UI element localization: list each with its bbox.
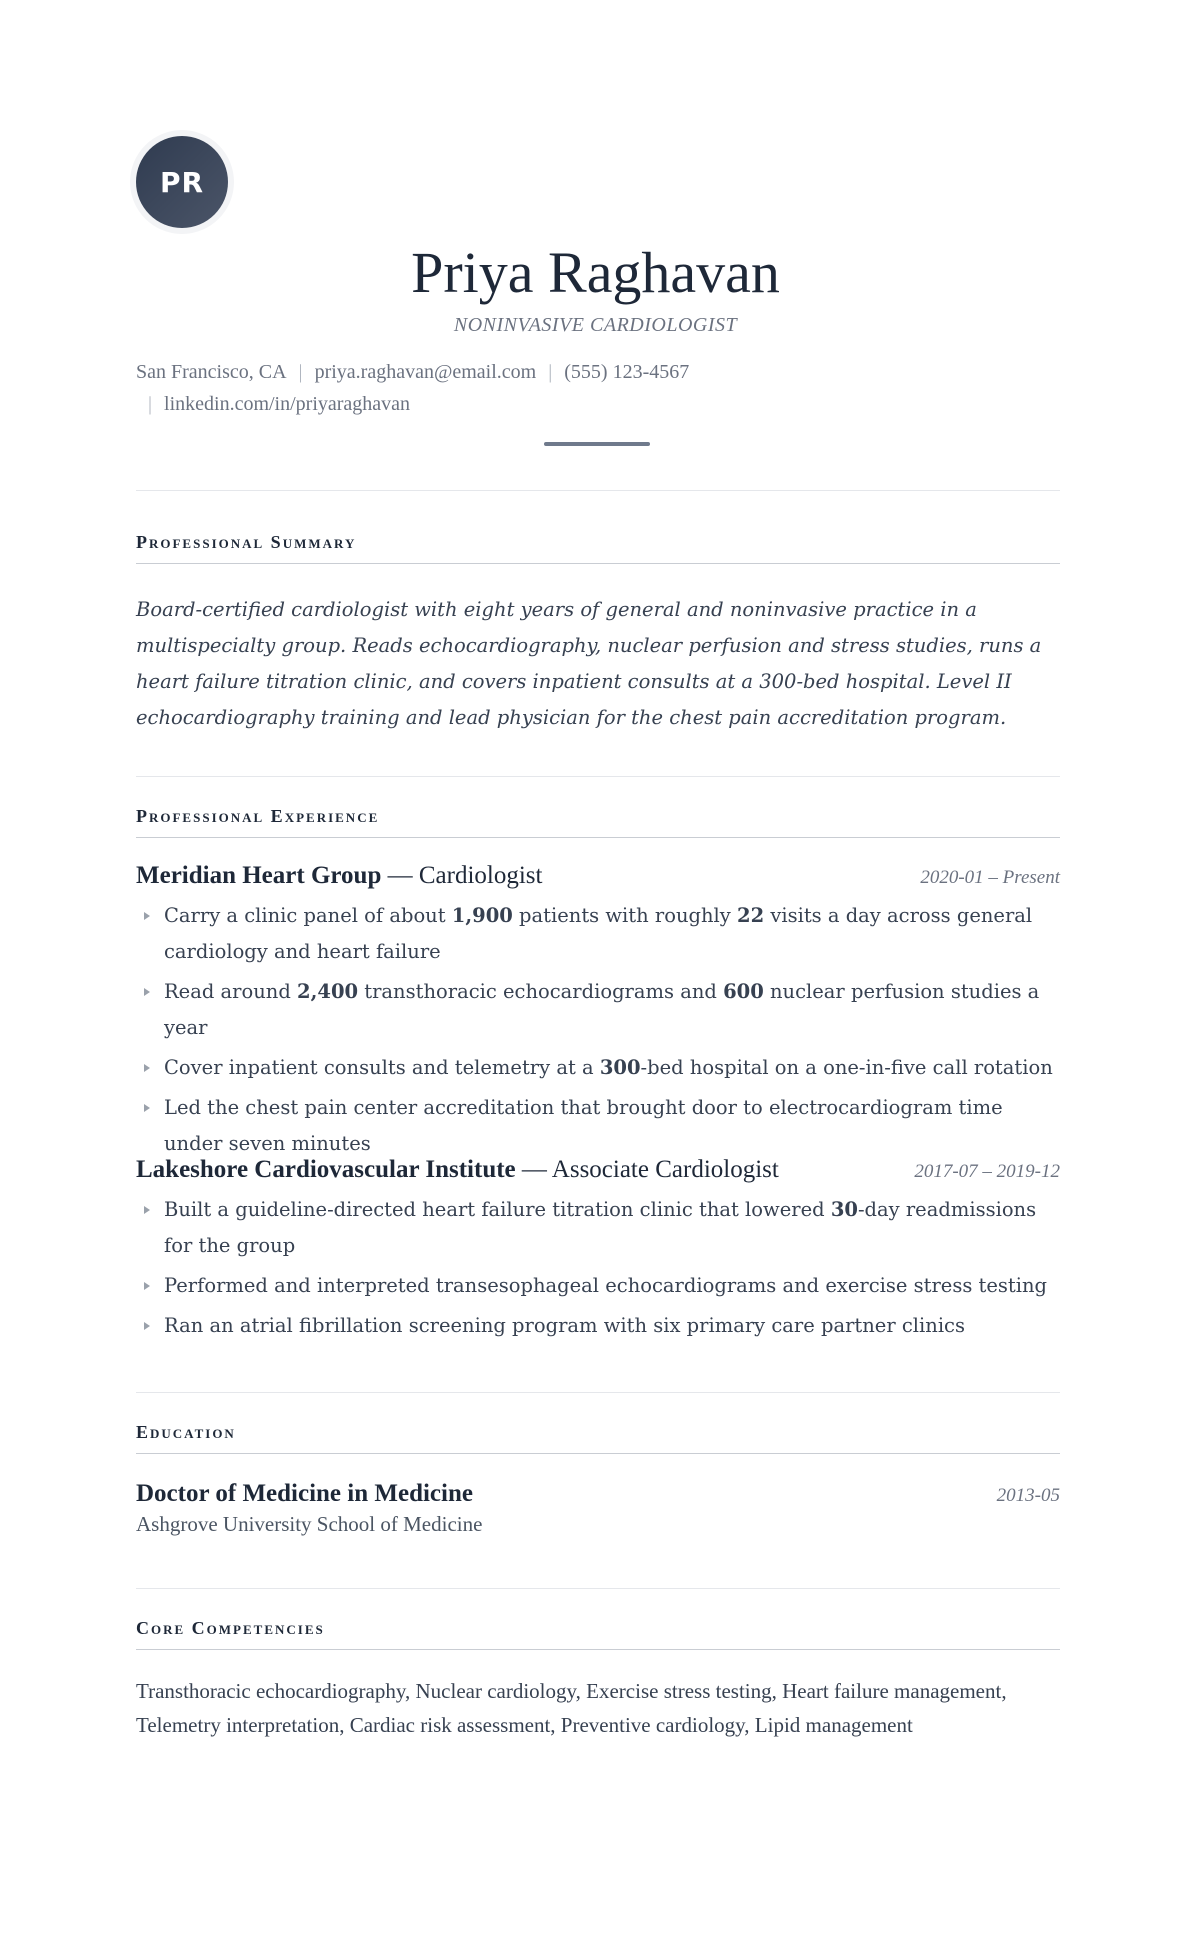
section-divider bbox=[136, 776, 1060, 777]
bullet-text: Read around bbox=[164, 980, 298, 1003]
bullet-triangle-icon bbox=[144, 1322, 150, 1330]
job-org: Meridian Heart Group bbox=[136, 862, 382, 889]
contact-phone[interactable]: (555) 123-4567 bbox=[564, 361, 690, 383]
bullet-metric: 1,900 bbox=[451, 904, 513, 927]
job-entry bbox=[136, 1156, 1060, 1348]
job-entry bbox=[136, 862, 1060, 1166]
competencies-heading: Core Competencies bbox=[136, 1618, 1060, 1650]
job-role: Associate Cardiologist bbox=[551, 1156, 779, 1183]
bullet-text: Ran an atrial fibrillation screening program with six primary care partner clinics bbox=[164, 1314, 965, 1337]
bullet-text: -bed hospital on a one-in-five call rotation bbox=[640, 1056, 1053, 1079]
bullet-triangle-icon bbox=[144, 912, 150, 920]
bullet-text: Led the chest pain center accreditation that brought door to electrocardiogram time under seven minutes bbox=[164, 1096, 1003, 1155]
bullet-text: -day readmissions for the group bbox=[164, 1198, 1037, 1257]
job-bullet bbox=[136, 1050, 1060, 1086]
job-dates: 2020-01 – Present bbox=[920, 867, 1060, 888]
bullet-metric: 22 bbox=[737, 904, 765, 927]
avatar-initials: PR bbox=[159, 165, 205, 199]
contact-separator: | bbox=[298, 361, 303, 383]
contact-email[interactable]: priya.raghavan@email.com bbox=[314, 361, 537, 383]
bullet-triangle-icon bbox=[144, 1206, 150, 1214]
bullet-text: nuclear perfusion studies a year bbox=[164, 980, 1040, 1039]
contact-linkedin[interactable]: linkedin.com/in/priyaraghavan bbox=[164, 393, 411, 415]
bullet-text: visits a day across general cardiology and heart failure bbox=[164, 904, 1033, 963]
bullet-metric: 600 bbox=[723, 980, 764, 1003]
job-title: Lakeshore Cardiovascular Institute — Associate Cardiologist bbox=[136, 1156, 779, 1183]
job-org: Lakeshore Cardiovascular Institute bbox=[136, 1156, 516, 1183]
bullet-triangle-icon bbox=[144, 1104, 150, 1112]
school-name: Ashgrove University School of Medicine bbox=[136, 1512, 483, 1536]
degree-name: Doctor of Medicine in Medicine bbox=[136, 1480, 473, 1507]
job-title: Meridian Heart Group — Cardiologist bbox=[136, 862, 543, 889]
bullet-metric: 30 bbox=[830, 1198, 858, 1221]
bullet-triangle-icon bbox=[144, 1064, 150, 1072]
candidate-name: Priya Raghavan bbox=[411, 240, 780, 305]
job-role: Cardiologist bbox=[418, 862, 543, 889]
job-bullet bbox=[136, 1308, 1060, 1344]
bullet-text: Performed and interpreted transesophageal echocardiograms and exercise stress testing bbox=[164, 1274, 1048, 1297]
job-bullets bbox=[136, 1192, 1060, 1344]
contact-separator: | bbox=[548, 361, 553, 383]
bullet-text: Built a guideline-directed heart failure titration clinic that lowered bbox=[164, 1198, 831, 1221]
degree-title bbox=[136, 1480, 473, 1508]
job-bullet bbox=[136, 974, 1060, 1046]
section-divider bbox=[136, 1392, 1060, 1393]
contact-location: San Francisco, CA bbox=[136, 361, 287, 383]
job-bullet bbox=[136, 1192, 1060, 1264]
bullet-text: transthoracic echocardiograms and bbox=[358, 980, 724, 1003]
bullet-metric: 300 bbox=[599, 1056, 641, 1079]
summary-heading: Professional Summary bbox=[136, 532, 1060, 564]
job-bullet bbox=[136, 1268, 1060, 1304]
contact-separator: | bbox=[148, 393, 153, 415]
education-heading: Education bbox=[136, 1422, 1060, 1454]
competencies-text: Transthoracic echocardiography, Nuclear cardiology, Exercise stress testing, Heart failure management, Telemetry interpretation, Cardiac risk assessment, Preventive cardiology, Lipid management bbox=[136, 1679, 1007, 1737]
header-accent-bar bbox=[544, 442, 650, 446]
summary-text: Board-certified cardiologist with eight years of general and noninvasive practice in a multispecialty group. Reads echocardiography, nuclear perfusion and stress studies, runs a heart failure titration clinic, and covers inpatient consults at a 300-bed hospital. Level II echocardiography training and lead physician for the chest pain accreditation program. bbox=[136, 598, 1042, 729]
job-dates: 2017-07 – 2019-12 bbox=[914, 1161, 1060, 1182]
bullet-text: patients with roughly bbox=[512, 904, 737, 927]
avatar bbox=[136, 136, 228, 228]
bullet-metric: 2,400 bbox=[297, 980, 359, 1003]
education-date: 2013-05 bbox=[996, 1485, 1060, 1506]
section-divider bbox=[136, 1588, 1060, 1589]
job-bullet bbox=[136, 898, 1060, 970]
bullet-triangle-icon bbox=[144, 988, 150, 996]
bullet-triangle-icon bbox=[144, 1282, 150, 1290]
candidate-headline: NONINVASIVE CARDIOLOGIST bbox=[453, 314, 738, 336]
education-entry bbox=[136, 1480, 1060, 1537]
contact-info bbox=[136, 356, 856, 420]
job-bullets bbox=[136, 898, 1060, 1162]
bullet-text: Carry a clinic panel of about bbox=[164, 904, 452, 927]
bullet-text: Cover inpatient consults and telemetry at a bbox=[164, 1056, 600, 1079]
job-bullet bbox=[136, 1090, 1060, 1162]
experience-heading: Professional Experience bbox=[136, 806, 1060, 838]
section-divider bbox=[136, 490, 1060, 491]
